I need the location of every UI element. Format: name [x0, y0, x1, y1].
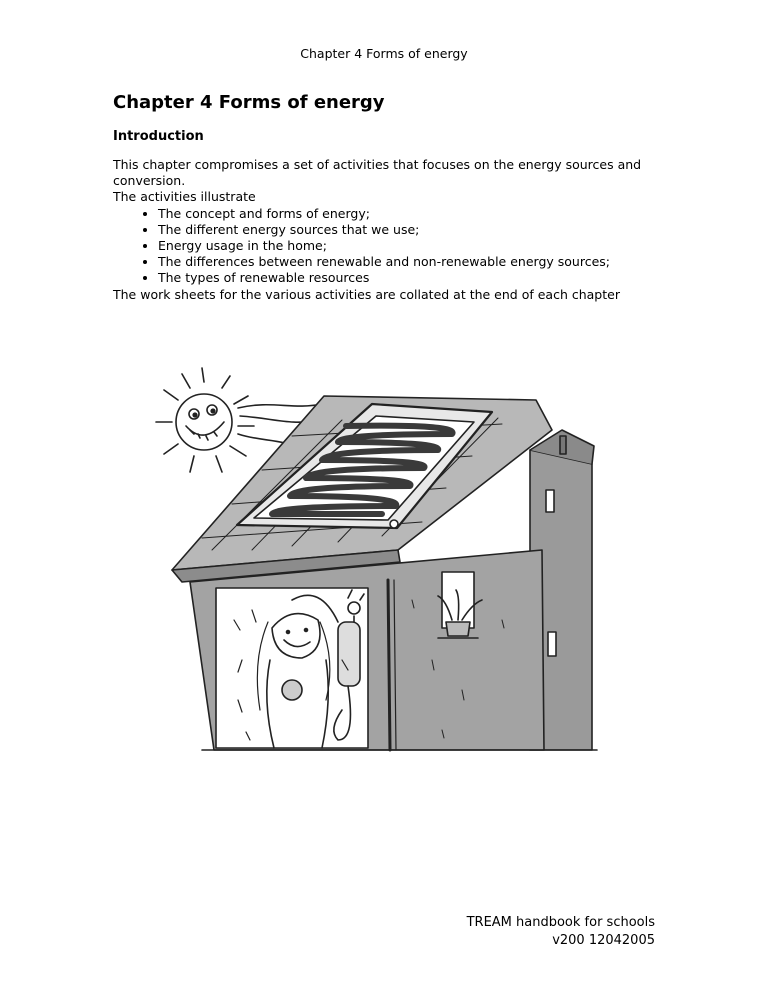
page-footer	[467, 914, 655, 950]
list-item: • The concept and forms of energy;	[158, 206, 653, 222]
section-heading-introduction: Introduction	[113, 129, 204, 144]
shower-scene-icon	[216, 588, 368, 748]
list-item: • The types of renewable resources	[158, 270, 653, 286]
footer-title: TREAM handbook for schools	[466, 915, 655, 930]
activities-list	[113, 206, 653, 287]
intro-lead-in: The activities illustrate	[113, 189, 256, 205]
list-item: • The different energy sources that we use;	[158, 222, 653, 238]
intro-closing: The work sheets for the various activities are collated at the end of each chapter	[113, 286, 620, 302]
list-item: • Energy usage in the home;	[158, 238, 653, 254]
chapter-title: Chapter 4 Forms of energy	[113, 92, 385, 113]
list-item: • The differences between renewable and non-renewable energy sources;	[158, 254, 653, 270]
intro-paragraph: This chapter compromises a set of activities that focuses on the energy sources and conversion.	[113, 157, 642, 189]
running-header: Chapter 4 Forms of energy	[300, 46, 468, 61]
solar-house-illustration	[142, 360, 602, 760]
introduction-body	[113, 157, 653, 303]
footer-version: v200 12042005	[552, 933, 655, 948]
